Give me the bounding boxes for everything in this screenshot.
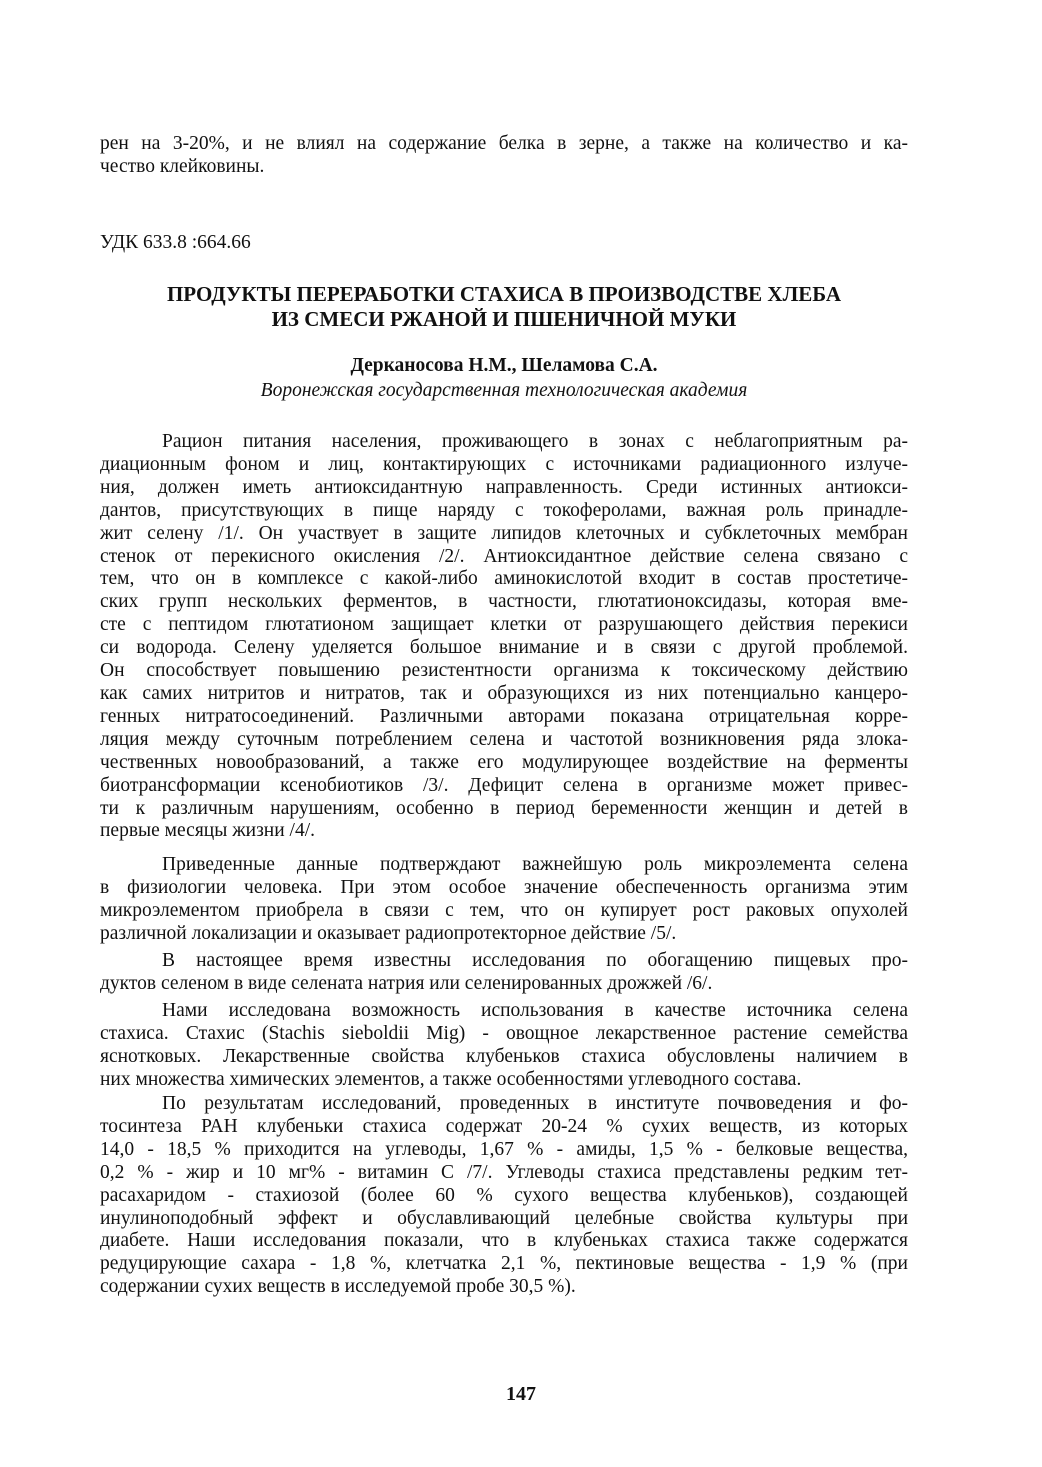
text-line: 0,2 % - жир и 10 мг% - витамин С /7/. Углеводы стахиса представлены редким тет- bbox=[100, 1161, 908, 1183]
page-number: 147 bbox=[506, 1383, 536, 1405]
text-line: различной локализации и оказывает радиопротекторное действие /5/. bbox=[100, 922, 677, 944]
text-line: инулиноподобный эффект и обуславливающий целебные свойства культуры при bbox=[100, 1207, 908, 1229]
text-line: редуцирующие сахара - 1,8 %, клетчатка 2,1 %, пектиновые вещества - 1,9 % (при bbox=[100, 1253, 908, 1275]
text-line: ляция между суточным потреблением селена и частотой возникновения ряда злока- bbox=[100, 728, 908, 750]
body-paragraph bbox=[100, 854, 908, 946]
text-line: 14,0 - 18,5 % приходится на углеводы, 1,67 % - амиды, 1,5 % - белковые вещества, bbox=[100, 1138, 908, 1160]
authors: Дерканосова Н.М., Шеламова С.А. bbox=[350, 355, 658, 376]
text-line: ских групп нескольких ферментов, в частности, глютатионоксидазы, которая вме- bbox=[100, 591, 908, 613]
text-line: них множества химических элементов, а также особенностями углеводного состава. bbox=[100, 1068, 802, 1090]
text-line: Приведенные данные подтверждают важнейшую роль микроэлемента селена bbox=[162, 854, 908, 875]
text-line: тосинтеза РАН клубеньки стахиса содержат 20-24 % сухих веществ, из которых bbox=[100, 1115, 908, 1137]
udc-code: УДК 633.8 :664.66 bbox=[100, 232, 251, 253]
text-line: первые месяцы жизни /4/. bbox=[100, 820, 316, 842]
text-line: яснотковых. Лекарственные свойства клубеньков стахиса обусловлены наличием в bbox=[100, 1045, 908, 1067]
body-paragraph bbox=[100, 1093, 908, 1299]
text-line: содержании сухих веществ в исследуемой пробе 30,5 %). bbox=[100, 1276, 576, 1298]
body-paragraph bbox=[100, 431, 908, 843]
body-paragraph bbox=[100, 1000, 908, 1092]
text-line: диабете. Наши исследования показали, что в клубеньках стахиса также содержатся bbox=[100, 1230, 908, 1252]
text-line: Он способствует повышению резистентности организма к токсическому действию bbox=[100, 660, 908, 682]
text-line: дуктов селеном в виде селената натрия или селенированных дрожжей /6/. bbox=[100, 972, 713, 994]
text-line: сте с пептидом глютатионом защищает клетки от разрушающего действия перекиси bbox=[100, 614, 908, 636]
title-line: ПРОДУКТЫ ПЕРЕРАБОТКИ СТАХИСА В ПРОИЗВОДСТВЕ ХЛЕБА bbox=[166, 282, 842, 306]
text-line: тем, что он в комплексе с какой-либо аминокислотой входит в состав простетиче- bbox=[100, 568, 908, 590]
text-line: По результатам исследований, проведенных в институте почвоведения и фо- bbox=[162, 1093, 908, 1114]
text-line: как самих нитритов и нитратов, так и образующихся из них потенциально канцеро- bbox=[100, 682, 908, 704]
text-line: микроэлементом приобрела в связи с тем, что он купирует рост раковых опухолей bbox=[100, 899, 908, 921]
intro-paragraph bbox=[100, 133, 908, 179]
text-line: Нами исследована возможность использования в качестве источника селена bbox=[162, 1000, 908, 1021]
text-line: В настоящее время известны исследования по обогащению пищевых про- bbox=[162, 950, 908, 971]
text-line: биотрансформации ксенобиотиков /3/. Дефицит селена в организме может привес- bbox=[100, 774, 908, 796]
text-line: стахиса. Стахис (Stachis sieboldii Mig) - овощное лекарственное растение семейства bbox=[100, 1022, 908, 1044]
text-line: в физиологии человека. При этом особое значение обеспеченность организма этим bbox=[100, 876, 908, 898]
text-line: чество клейковины. bbox=[100, 155, 265, 177]
article-title bbox=[100, 282, 908, 332]
text-line: ти к различным нарушениям, особенно в период беременности женщин и детей в bbox=[100, 797, 908, 819]
text-line: чественных новообразований, а также его модулирующее воздействие на ферменты bbox=[100, 751, 908, 773]
text-line: генных нитратосоединений. Различными авторами показана отрицательная корре- bbox=[100, 705, 908, 727]
title-line: ИЗ СМЕСИ РЖАНОЙ И ПШЕНИЧНОЙ МУКИ bbox=[271, 307, 737, 331]
text-line: расахаридом - стахиозой (более 60 % сухого вещества клубеньков), создающей bbox=[100, 1184, 908, 1206]
text-line: Рацион питания населения, проживающего в зонах с неблагоприятным ра- bbox=[162, 431, 908, 452]
text-line: диационным фоном и лиц, контактирующих с источниками радиационного излуче- bbox=[100, 453, 908, 475]
text-line: си водорода. Селену уделяется большое внимание и в связи с другой проблемой. bbox=[100, 637, 908, 659]
affiliation: Воронежская государственная технологическая академия bbox=[260, 380, 748, 401]
text-line: ния, должен иметь антиоксидантную направленность. Среди истинных антиокси- bbox=[100, 476, 908, 498]
text-line: дантов, присутствующих в пище наряду с токоферолами, важная роль принадле- bbox=[100, 499, 908, 521]
text-line: рен на 3-20%, и не влиял на содержание белка в зерне, а также на количество и ка- bbox=[100, 133, 908, 154]
text-line: жит селену /1/. Он участвует в защите липидов клеточных и субклеточных мембран bbox=[100, 522, 908, 544]
body-paragraph bbox=[100, 950, 908, 996]
text-line: стенок от перекисного окисления /2/. Антиоксидантное действие селена связано с bbox=[100, 545, 908, 567]
